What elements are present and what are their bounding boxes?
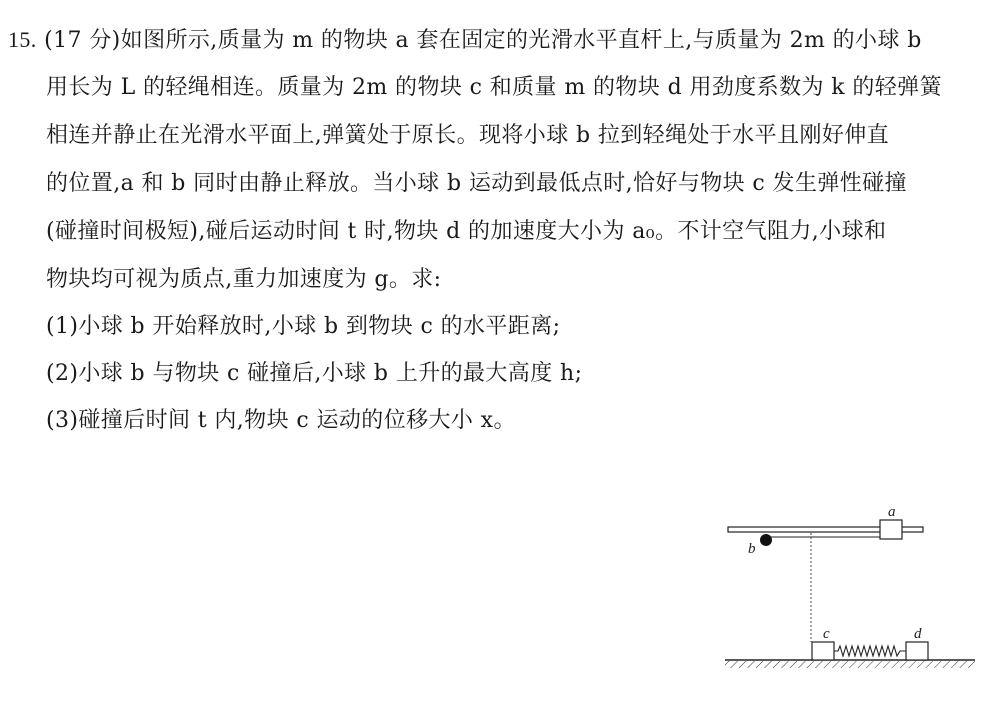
physics-diagram: [720, 500, 982, 680]
problem-stem-line: 如图所示,质量为 m 的物块 a 套在固定的光滑水平直杆上,与质量为 2m 的小球 b: [120, 28, 922, 53]
question-3: (3)碰撞后时间 t 内,物块 c 运动的位移大小 x。: [46, 408, 516, 433]
problem-text: [8, 22, 980, 439]
block-d: [906, 642, 928, 660]
problem-stem-line: 物块均可视为质点,重力加速度为 g。求:: [46, 267, 442, 292]
block-a: [880, 520, 902, 539]
label-b: b: [748, 541, 756, 557]
question-1: (1)小球 b 开始释放时,小球 b 到物块 c 的水平距离;: [46, 314, 561, 339]
block-c: [812, 642, 834, 660]
label-a: a: [888, 504, 896, 520]
problem-stem-line: 用长为 L 的轻绳相连。质量为 2m 的物块 c 和质量 m 的物块 d 用劲度系数为 k 的轻弹簧: [46, 75, 942, 100]
problem-score: (17 分): [44, 28, 121, 53]
problem-number: 15.: [8, 27, 37, 52]
problem-stem-line: 相连并静止在光滑水平面上,弹簧处于原长。现将小球 b 拉到轻绳处于水平且刚好伸直: [46, 123, 890, 148]
problem-line-1: [8, 22, 980, 58]
ball-b: [760, 534, 772, 546]
question-2: (2)小球 b 与物块 c 碰撞后,小球 b 上升的最大高度 h;: [46, 361, 583, 386]
problem-stem-line: (碰撞时间极短),碰后运动时间 t 时,物块 d 的加速度大小为 a₀。不计空气阻力,小球和: [46, 219, 887, 244]
ground-hatching: [725, 661, 975, 668]
problem-stem-line: 的位置,a 和 b 同时由静止释放。当小球 b 运动到最低点时,恰好与物块 c 发生弹性碰撞: [46, 171, 907, 196]
label-c: c: [823, 626, 830, 642]
label-d: d: [914, 626, 922, 642]
diagram-svg: [720, 500, 982, 680]
spring: [834, 646, 906, 656]
